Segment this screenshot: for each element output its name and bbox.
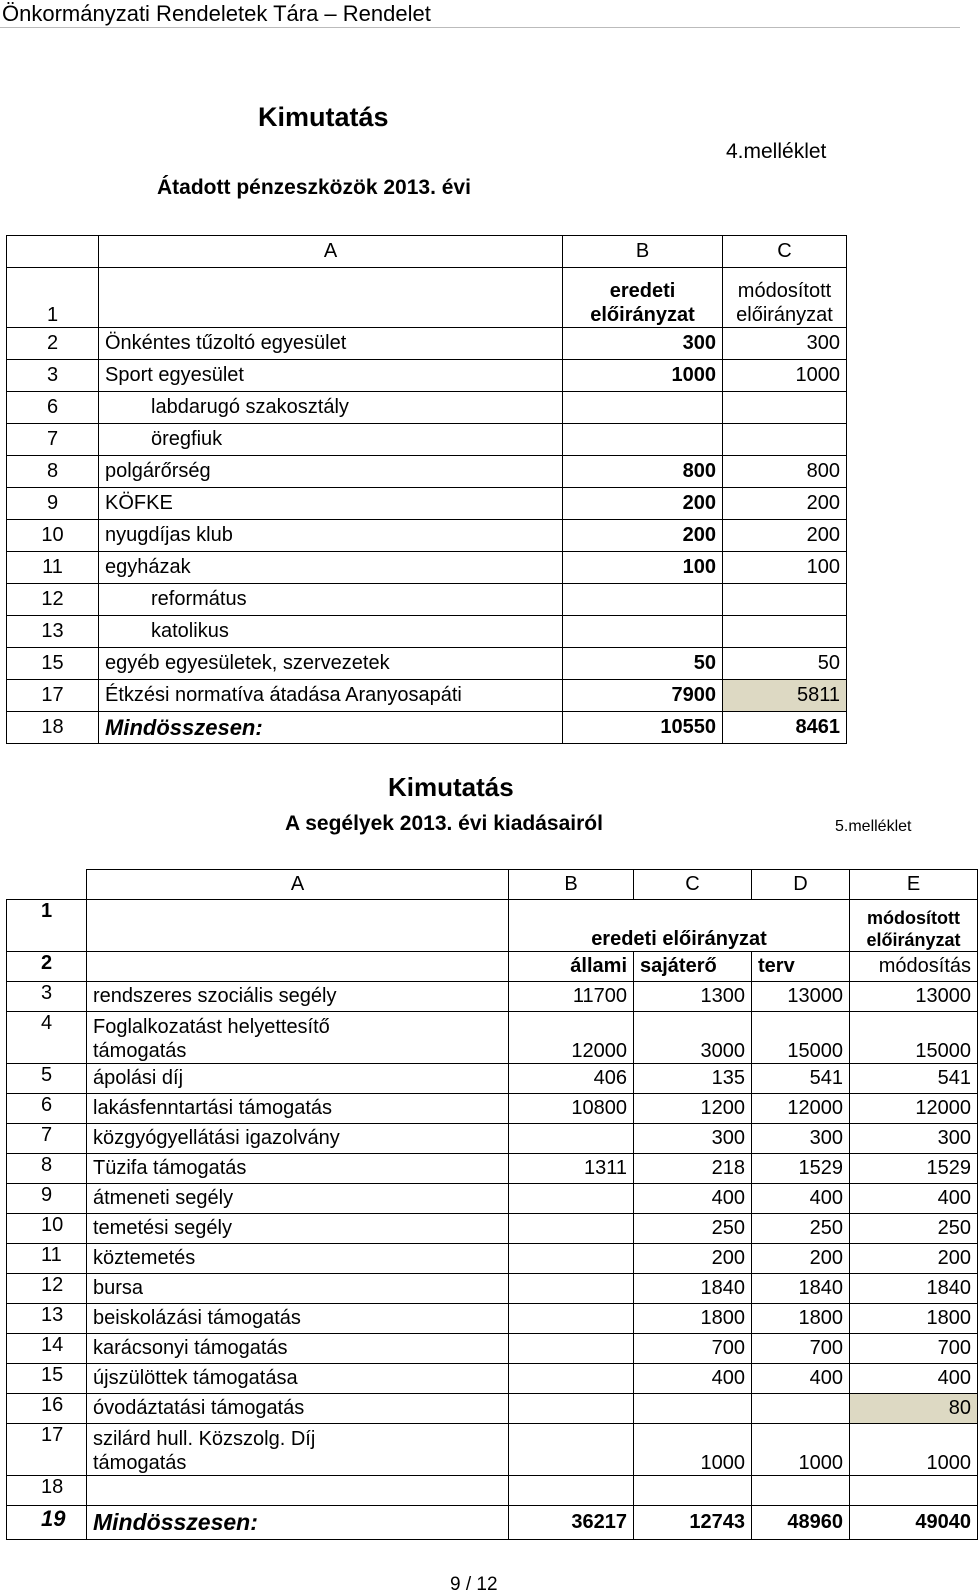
row-number: 7: [7, 424, 99, 456]
header-plan: terv: [752, 952, 850, 982]
modification-value: 12000: [850, 1094, 978, 1124]
row-number: 17: [7, 1424, 87, 1476]
modified-appropriation-value: 50: [723, 648, 847, 680]
original-appropriation-value: 300: [563, 328, 723, 360]
table-row: [7, 424, 847, 456]
row-number: 3: [7, 982, 87, 1012]
row-number: 13: [7, 1304, 87, 1334]
total-plan-value: 48960: [752, 1506, 850, 1540]
header-original-appropriation: eredeti előirányzat: [563, 268, 723, 328]
row-number: 5: [7, 1064, 87, 1094]
state-value: 10800: [509, 1094, 634, 1124]
modified-appropriation-value: 5811: [723, 680, 847, 712]
row-number: 15: [7, 1364, 87, 1394]
table-row: [7, 456, 847, 488]
table-row: [7, 1094, 978, 1124]
row-number: 12: [7, 584, 99, 616]
row-label: polgárőrség: [99, 456, 563, 488]
row-number: 13: [7, 616, 99, 648]
row-label: egyházak: [99, 552, 563, 584]
column-letter-c: C: [634, 870, 752, 900]
state-value: [509, 1304, 634, 1334]
own-resources-value: 3000: [634, 1012, 752, 1064]
plan-value: 541: [752, 1064, 850, 1094]
own-resources-value: 135: [634, 1064, 752, 1094]
header-name-cell: [87, 952, 509, 982]
own-resources-value: 700: [634, 1334, 752, 1364]
table-row: [7, 648, 847, 680]
original-appropriation-value: [563, 584, 723, 616]
plan-value: 400: [752, 1364, 850, 1394]
row-label: Foglalkozatást helyettesítő támogatás: [87, 1012, 509, 1064]
own-resources-value: 250: [634, 1214, 752, 1244]
column-letter-e: E: [850, 870, 978, 900]
row-label: temetési segély: [87, 1214, 509, 1244]
header-modified-appropriation: módosított előirányzat: [723, 268, 847, 328]
state-value: [509, 1424, 634, 1476]
row-number: 16: [7, 1394, 87, 1424]
own-resources-value: 1200: [634, 1094, 752, 1124]
row-number: 2: [7, 328, 99, 360]
total-row: [7, 712, 847, 744]
row-label: újszülöttek támogatása: [87, 1364, 509, 1394]
page-number: 9 / 12: [450, 1574, 498, 1595]
table-row: [7, 328, 847, 360]
table-row: [7, 1274, 978, 1304]
section1-annex-label: 4.melléklet: [726, 140, 827, 163]
table-row: [7, 1304, 978, 1334]
plan-value: 13000: [752, 982, 850, 1012]
row-number: 7: [7, 1124, 87, 1154]
total-row: [7, 1506, 978, 1540]
row-number: 12: [7, 1274, 87, 1304]
transferred-funds-table: [6, 235, 847, 744]
own-resources-value: 400: [634, 1364, 752, 1394]
row-label: közgyógyellátási igazolvány: [87, 1124, 509, 1154]
plan-value: 1000: [752, 1424, 850, 1476]
document-header-title: Önkormányzati Rendeletek Tára – Rendelet: [0, 0, 960, 28]
row-label: átmeneti segély: [87, 1184, 509, 1214]
row-number: 9: [7, 488, 99, 520]
total-label: Mindösszesen:: [99, 712, 563, 744]
section2-title: Kimutatás: [388, 772, 514, 802]
aid-expenditure-table: [6, 869, 978, 1540]
row-number: 15: [7, 648, 99, 680]
own-resources-value: 218: [634, 1154, 752, 1184]
row-label: Sport egyesület: [99, 360, 563, 392]
state-value: 1311: [509, 1154, 634, 1184]
state-value: 406: [509, 1064, 634, 1094]
table-column-letters: [7, 236, 847, 268]
section2-subtitle: A segélyek 2013. évi kiadásairól: [285, 812, 603, 835]
table-row: [7, 392, 847, 424]
modification-value: 1800: [850, 1304, 978, 1334]
state-value: [509, 1394, 634, 1424]
own-resources-value: 200: [634, 1244, 752, 1274]
table-row: [7, 616, 847, 648]
state-value: 12000: [509, 1012, 634, 1064]
total-modified-value: 8461: [723, 712, 847, 744]
row-label: labdarugó szakosztály: [99, 392, 563, 424]
total-original-value: 10550: [563, 712, 723, 744]
table-row: [7, 1214, 978, 1244]
row-label: református: [99, 584, 563, 616]
row-label: katolikus: [99, 616, 563, 648]
state-value: [509, 1334, 634, 1364]
state-value: [509, 1244, 634, 1274]
row-number: 19: [7, 1506, 87, 1540]
row-label: köztemetés: [87, 1244, 509, 1274]
header-own-resources: sajáterő: [634, 952, 752, 982]
own-resources-value: [634, 1476, 752, 1506]
original-appropriation-value: [563, 424, 723, 456]
section1-title: Kimutatás: [258, 102, 389, 132]
modification-value: [850, 1476, 978, 1506]
column-letter-a: A: [87, 870, 509, 900]
modified-appropriation-value: [723, 616, 847, 648]
row-number: 8: [7, 456, 99, 488]
header-modification: módosítás: [850, 952, 978, 982]
modification-value: 250: [850, 1214, 978, 1244]
modified-appropriation-value: 200: [723, 488, 847, 520]
column-letter-empty: [7, 870, 87, 900]
original-appropriation-value: 800: [563, 456, 723, 488]
row-number: 18: [7, 1476, 87, 1506]
row-number: 10: [7, 520, 99, 552]
modification-value: 1000: [850, 1424, 978, 1476]
row-label: bursa: [87, 1274, 509, 1304]
plan-value: 1800: [752, 1304, 850, 1334]
column-letter-b: B: [563, 236, 723, 268]
row-number: 18: [7, 712, 99, 744]
modification-value: 541: [850, 1064, 978, 1094]
table-row: [7, 1012, 978, 1064]
table-row: [7, 520, 847, 552]
row-label: szilárd hull. Közszolg. Díj támogatás: [87, 1424, 509, 1476]
row-label: KÖFKE: [99, 488, 563, 520]
table-row: [7, 982, 978, 1012]
modification-value: 400: [850, 1184, 978, 1214]
table-row: [7, 680, 847, 712]
modified-appropriation-value: 800: [723, 456, 847, 488]
row-number: 6: [7, 1094, 87, 1124]
table-header-row-2: [7, 952, 978, 982]
table-row: [7, 584, 847, 616]
own-resources-value: 1800: [634, 1304, 752, 1334]
modification-value: 80: [850, 1394, 978, 1424]
table-header-row-1: [7, 900, 978, 952]
modified-appropriation-value: [723, 584, 847, 616]
row-number: 17: [7, 680, 99, 712]
row-number: 6: [7, 392, 99, 424]
modification-value: 1840: [850, 1274, 978, 1304]
own-resources-value: 1300: [634, 982, 752, 1012]
row-number: 3: [7, 360, 99, 392]
column-letter-a: A: [99, 236, 563, 268]
plan-value: 300: [752, 1124, 850, 1154]
modified-appropriation-value: 1000: [723, 360, 847, 392]
original-appropriation-value: [563, 616, 723, 648]
modification-value: 400: [850, 1364, 978, 1394]
row-label: [87, 1476, 509, 1506]
table-row: [7, 1184, 978, 1214]
state-value: 11700: [509, 982, 634, 1012]
row-label: beiskolázási támogatás: [87, 1304, 509, 1334]
own-resources-value: 400: [634, 1184, 752, 1214]
row-label: Tüzifa támogatás: [87, 1154, 509, 1184]
total-state-value: 36217: [509, 1506, 634, 1540]
plan-value: 400: [752, 1184, 850, 1214]
row-label: egyéb egyesületek, szervezetek: [99, 648, 563, 680]
row-label: lakásfenntartási támogatás: [87, 1094, 509, 1124]
row-number: 11: [7, 1244, 87, 1274]
original-appropriation-value: 1000: [563, 360, 723, 392]
row-label: óvodáztatási támogatás: [87, 1394, 509, 1424]
row-label: rendszeres szociális segély: [87, 982, 509, 1012]
row-label: nyugdíjas klub: [99, 520, 563, 552]
plan-value: 700: [752, 1334, 850, 1364]
table-row: [7, 1334, 978, 1364]
modification-value: 13000: [850, 982, 978, 1012]
column-letter-c: C: [723, 236, 847, 268]
row-number: 8: [7, 1154, 87, 1184]
modification-value: 15000: [850, 1012, 978, 1064]
row-label: Étkzési normatíva átadása Aranyosapáti: [99, 680, 563, 712]
table-row: [7, 1394, 978, 1424]
table-row: [7, 488, 847, 520]
header-modified-appropriation: módosított előirányzat: [850, 900, 978, 952]
column-letter-d: D: [752, 870, 850, 900]
row-number: 2: [7, 952, 87, 982]
table-row: [7, 1244, 978, 1274]
table-row: [7, 552, 847, 584]
row-label: ápolási díj: [87, 1064, 509, 1094]
plan-value: 250: [752, 1214, 850, 1244]
original-appropriation-value: [563, 392, 723, 424]
state-value: [509, 1364, 634, 1394]
table-header-row: [7, 268, 847, 328]
original-appropriation-value: 7900: [563, 680, 723, 712]
modification-value: 1529: [850, 1154, 978, 1184]
table-row: [7, 1124, 978, 1154]
plan-value: 200: [752, 1244, 850, 1274]
original-appropriation-value: 200: [563, 488, 723, 520]
row-number: 10: [7, 1214, 87, 1244]
plan-value: 1529: [752, 1154, 850, 1184]
table-row: [7, 360, 847, 392]
modification-value: 300: [850, 1124, 978, 1154]
original-appropriation-value: 100: [563, 552, 723, 584]
original-appropriation-value: 50: [563, 648, 723, 680]
modified-appropriation-value: 300: [723, 328, 847, 360]
row-label: Önkéntes tűzoltó egyesület: [99, 328, 563, 360]
own-resources-value: 300: [634, 1124, 752, 1154]
own-resources-value: 1840: [634, 1274, 752, 1304]
modification-value: 200: [850, 1244, 978, 1274]
total-label: Mindösszesen:: [87, 1506, 509, 1540]
plan-value: [752, 1394, 850, 1424]
table-row: [7, 1154, 978, 1184]
own-resources-value: 1000: [634, 1424, 752, 1476]
header-name-cell: [87, 900, 509, 952]
plan-value: 15000: [752, 1012, 850, 1064]
section2-annex-label: 5.melléklet: [835, 818, 912, 835]
row-number: 1: [7, 268, 99, 328]
row-label: öregfiuk: [99, 424, 563, 456]
total-own-resources-value: 12743: [634, 1506, 752, 1540]
modification-value: 700: [850, 1334, 978, 1364]
row-number: 4: [7, 1012, 87, 1064]
state-value: [509, 1476, 634, 1506]
column-letter-b: B: [509, 870, 634, 900]
plan-value: [752, 1476, 850, 1506]
own-resources-value: [634, 1394, 752, 1424]
plan-value: 12000: [752, 1094, 850, 1124]
header-state: állami: [509, 952, 634, 982]
row-number: 1: [7, 900, 87, 952]
row-number: 9: [7, 1184, 87, 1214]
column-letter-empty: [7, 236, 99, 268]
total-modification-value: 49040: [850, 1506, 978, 1540]
table-column-letters: [7, 870, 978, 900]
row-number: 11: [7, 552, 99, 584]
table-row: [7, 1424, 978, 1476]
header-original-appropriation: eredeti előirányzat: [509, 900, 850, 952]
section1-subtitle: Átadott pénzeszközök 2013. évi: [157, 176, 471, 199]
table-row: [7, 1064, 978, 1094]
modified-appropriation-value: 200: [723, 520, 847, 552]
modified-appropriation-value: [723, 392, 847, 424]
plan-value: 1840: [752, 1274, 850, 1304]
row-label: karácsonyi támogatás: [87, 1334, 509, 1364]
original-appropriation-value: 200: [563, 520, 723, 552]
header-name-cell: [99, 268, 563, 328]
row-number: 14: [7, 1334, 87, 1364]
table-row: [7, 1476, 978, 1506]
state-value: [509, 1214, 634, 1244]
state-value: [509, 1184, 634, 1214]
modified-appropriation-value: 100: [723, 552, 847, 584]
table-row: [7, 1364, 978, 1394]
modified-appropriation-value: [723, 424, 847, 456]
state-value: [509, 1124, 634, 1154]
state-value: [509, 1274, 634, 1304]
